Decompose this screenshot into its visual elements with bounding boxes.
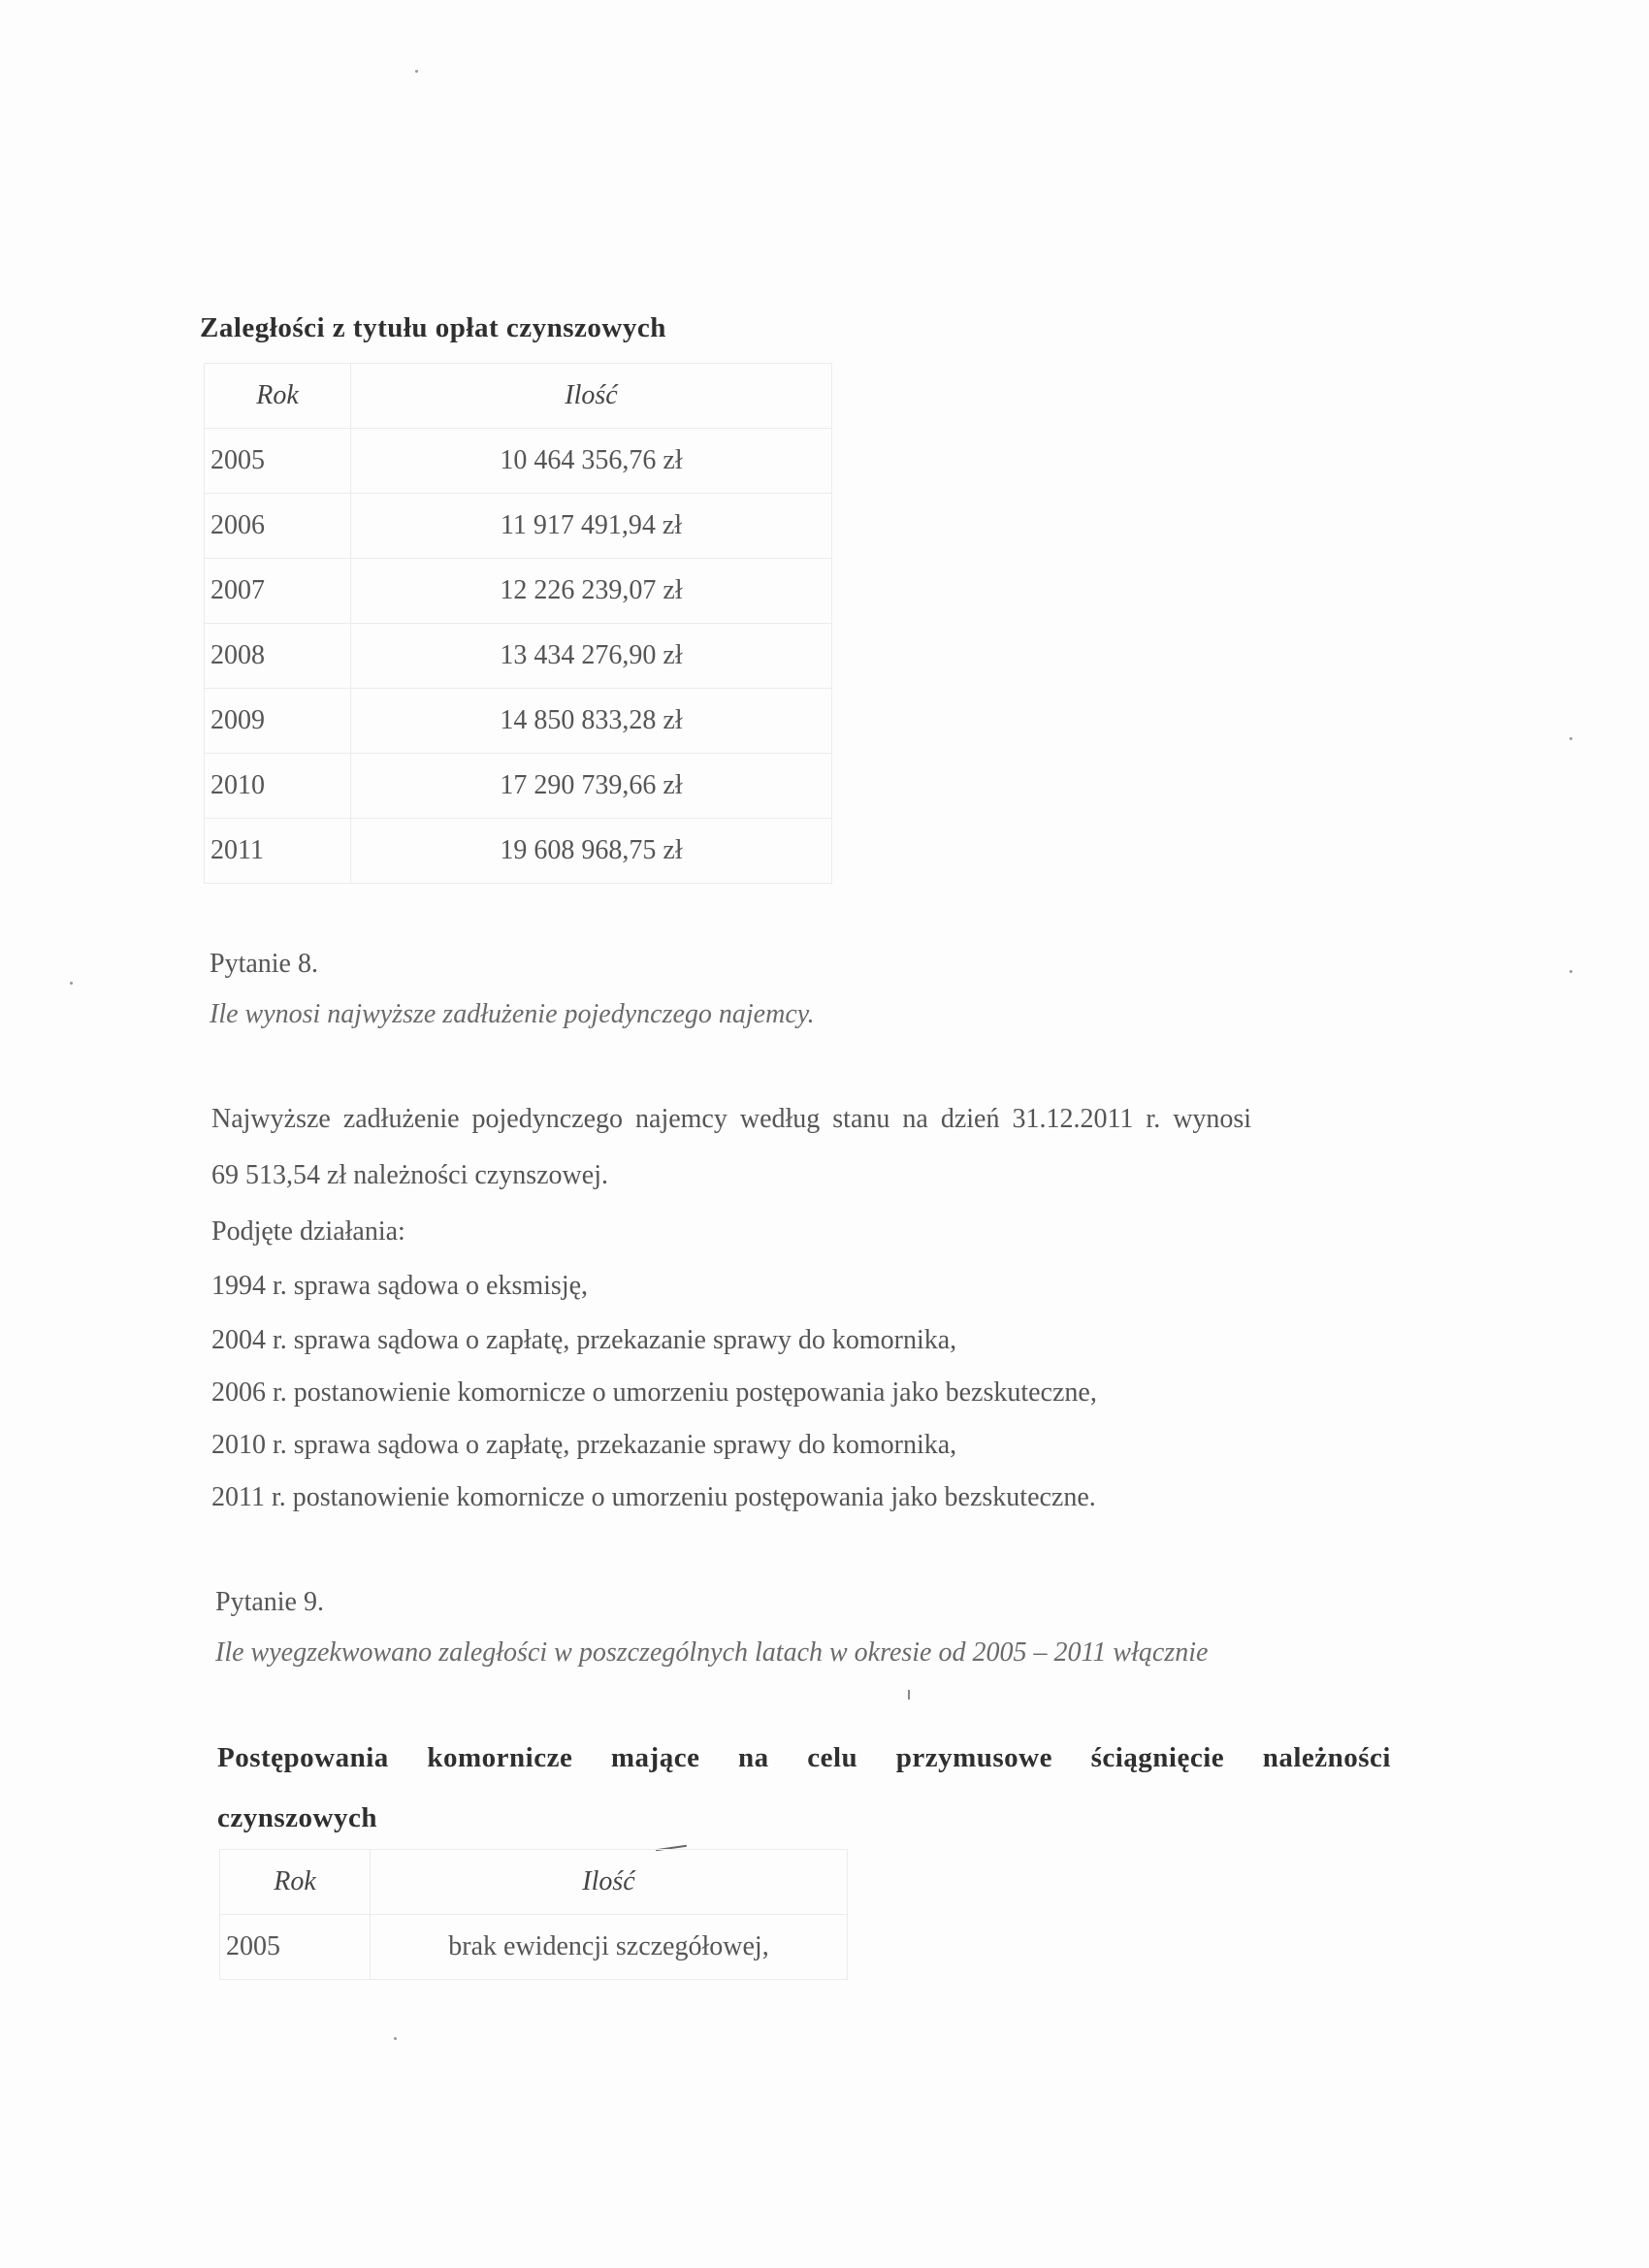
table-row	[205, 624, 832, 689]
year-cell: 2007	[205, 559, 351, 624]
year-cell: 2009	[205, 689, 351, 754]
scan-speck	[908, 1690, 910, 1700]
table-row	[205, 819, 832, 884]
action-item: 2011 r. postanowienie komornicze o umorzeniu postępowania jako bezskuteczne.	[211, 1482, 1096, 1512]
action-item: 2010 r. sprawa sądowa o zapłatę, przekazanie sprawy do komornika,	[211, 1430, 957, 1460]
year-cell: 2005	[220, 1915, 371, 1980]
question-8-label: Pytanie 8.	[210, 949, 318, 979]
column-header-year: Rok	[220, 1850, 371, 1915]
year-cell: 2010	[205, 754, 351, 819]
actions-label: Podjęte działania:	[211, 1216, 405, 1247]
amount-cell: 10 464 356,76 zł	[351, 429, 832, 494]
scan-speck	[394, 2037, 397, 2040]
section-heading-enforcement-cont: czynszowych	[217, 1802, 377, 1833]
column-header-year: Rok	[205, 364, 351, 429]
arrears-table	[204, 363, 832, 884]
table-row	[205, 754, 832, 819]
year-cell: 2005	[205, 429, 351, 494]
scan-speck	[70, 982, 73, 985]
amount-cell: 17 290 739,66 zł	[351, 754, 832, 819]
column-header-amount: Ilość	[351, 364, 832, 429]
scan-speck	[1569, 737, 1572, 740]
section-heading-enforcement: Postępowania komornicze mające na celu przymusowe ściągnięcie należności	[217, 1742, 1391, 1773]
table-row	[205, 429, 832, 494]
table-row	[220, 1915, 848, 1980]
enforcement-table	[219, 1849, 848, 1980]
year-cell: 2008	[205, 624, 351, 689]
year-cell: 2006	[205, 494, 351, 559]
question-8-text: Ile wynosi najwyższe zadłużenie pojedynczego najemcy.	[210, 999, 815, 1029]
amount-cell: 12 226 239,07 zł	[351, 559, 832, 624]
action-item: 2006 r. postanowienie komornicze o umorzeniu postępowania jako bezskuteczne,	[211, 1377, 1097, 1408]
scan-speck	[1569, 970, 1572, 973]
year-cell: 2011	[205, 819, 351, 884]
section-heading-arrears: Zaległości z tytułu opłat czynszowych	[200, 312, 666, 343]
table-row	[205, 689, 832, 754]
table-row	[205, 494, 832, 559]
table-header-row	[205, 364, 832, 429]
amount-cell: 19 608 968,75 zł	[351, 819, 832, 884]
question-9-label: Pytanie 9.	[215, 1587, 324, 1617]
amount-cell: 14 850 833,28 zł	[351, 689, 832, 754]
question-9-text: Ile wyegzekwowano zaległości w poszczególnych latach w okresie od 2005 – 2011 włącznie	[215, 1637, 1209, 1668]
answer-8-line-1: Najwyższe zadłużenie pojedynczego najemcy według stanu na dzień 31.12.2011 r. wynosi	[211, 1104, 1252, 1134]
amount-cell: brak ewidencji szczegółowej,	[371, 1915, 848, 1980]
table-row	[205, 559, 832, 624]
column-header-amount: Ilość	[371, 1850, 848, 1915]
scan-speck	[415, 70, 418, 73]
table-header-row	[220, 1850, 848, 1915]
action-item: 2004 r. sprawa sądowa o zapłatę, przekazanie sprawy do komornika,	[211, 1325, 957, 1355]
amount-cell: 11 917 491,94 zł	[351, 494, 832, 559]
amount-cell: 13 434 276,90 zł	[351, 624, 832, 689]
action-item: 1994 r. sprawa sądowa o eksmisję,	[211, 1271, 589, 1301]
answer-8-line-2: 69 513,54 zł należności czynszowej.	[211, 1160, 608, 1190]
